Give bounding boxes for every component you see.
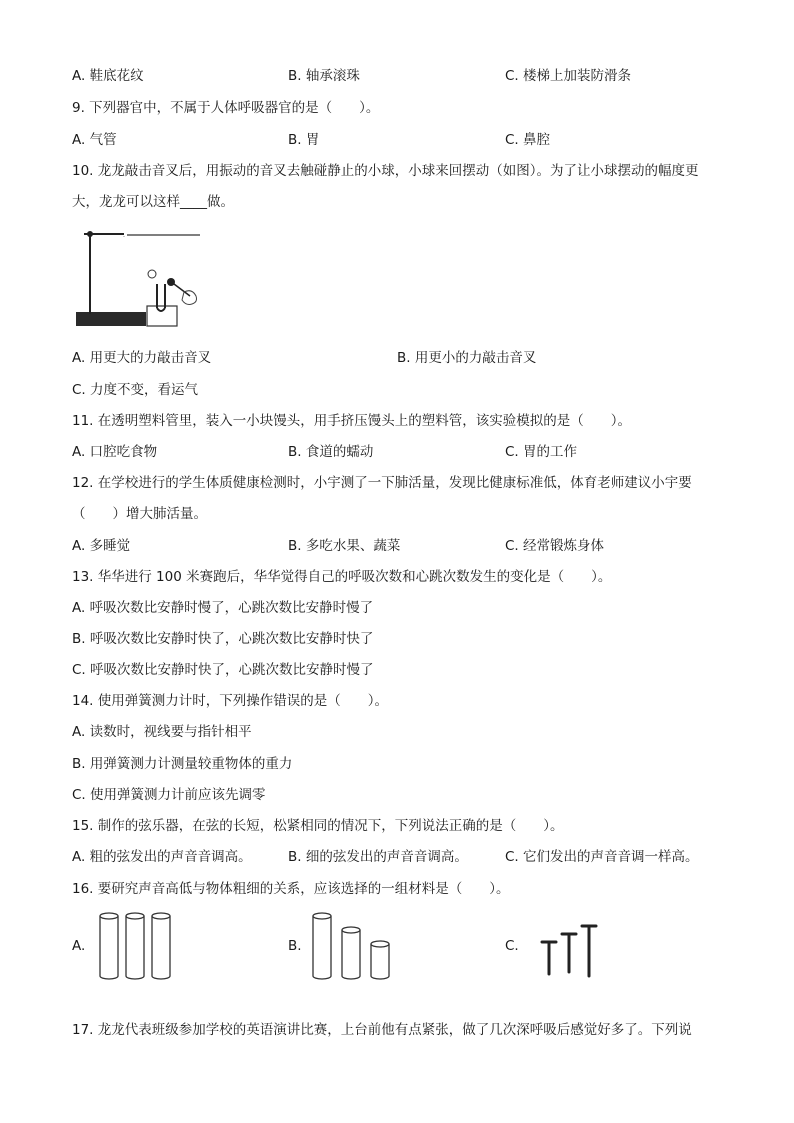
q13-stem: 13. 华华进行 100 米赛跑后，华华觉得自己的呼吸次数和心跳次数发生的变化是（ ）。	[72, 569, 612, 585]
q8-option-a: A. 鞋底花纹	[72, 68, 144, 84]
stand-base	[76, 312, 146, 326]
q12-option-b: B. 多吃水果、蔬菜	[288, 538, 401, 554]
q10-option-a: A. 用更大的力敲击音叉	[72, 350, 212, 366]
q9-stem: 9. 下列器官中，不属于人体呼吸器官的是（ ）。	[72, 100, 380, 116]
q10-option-c: C. 力度不变，看运气	[72, 382, 199, 398]
small-ball	[148, 270, 156, 278]
graduated-tubes-figure	[308, 908, 398, 984]
q13-option-c: C. 呼吸次数比安静时快了，心跳次数比安静时慢了	[72, 662, 374, 678]
q15-option-a: A. 粗的弦发出的声音音调高。	[72, 849, 252, 865]
q8-option-c: C. 楼梯上加装防滑条	[505, 68, 632, 84]
q15-option-c: C. 它们发出的声音音调一样高。	[505, 849, 699, 865]
q16-option-c: C.	[505, 938, 519, 954]
q11-option-b: B. 食道的蠕动	[288, 444, 374, 460]
q10-stem-line2: 大，龙龙可以这样____做。	[72, 194, 234, 210]
q13-option-a: A. 呼吸次数比安静时慢了，心跳次数比安静时慢了	[72, 600, 374, 616]
q13-option-b: B. 呼吸次数比安静时快了，心跳次数比安静时快了	[72, 631, 374, 647]
q16-option-b: B.	[288, 938, 302, 954]
q14-stem: 14. 使用弹簧测力计时，下列操作错误的是（ ）。	[72, 693, 389, 709]
q12-stem-line2: （ ）增大肺活量。	[72, 506, 207, 522]
q15-stem: 15. 制作的弦乐器，在弦的长短，松紧相同的情况下，下列说法正确的是（ ）。	[72, 818, 564, 834]
q10-option-b: B. 用更小的力敲击音叉	[397, 350, 537, 366]
q14-option-a: A. 读数时，视线要与指针相平	[72, 724, 252, 740]
q16-option-a: A.	[72, 938, 86, 954]
q11-stem: 11. 在透明塑料管里，装入一小块馒头，用手挤压馒头上的塑料管，该实验模拟的是（ ）。	[72, 413, 632, 429]
q11-option-c: C. 胃的工作	[505, 444, 578, 460]
q9-option-b: B. 胃	[288, 132, 320, 148]
q12-stem-line1: 12. 在学校进行的学生体质健康检测时，小宇测了一下肺活量，发现比健康标准低，体育老师建议小宇要	[72, 475, 692, 491]
q14-option-c: C. 使用弹簧测力计前应该先调零	[72, 787, 266, 803]
mallet-handle	[174, 284, 190, 296]
hand	[182, 291, 197, 305]
fork-box	[147, 306, 177, 326]
q16-stem: 16. 要研究声音高低与物体粗细的关系，应该选择的一组材料是（ ）。	[72, 881, 510, 897]
q14-option-b: B. 用弹簧测力计测量较重物体的重力	[72, 756, 293, 772]
q9-option-a: A. 气管	[72, 132, 117, 148]
q12-option-c: C. 经常锻炼身体	[505, 538, 605, 554]
q8-option-b: B. 轴承滚珠	[288, 68, 360, 84]
q15-option-b: B. 细的弦发出的声音音调高。	[288, 849, 468, 865]
nails-figure	[536, 920, 606, 980]
q9-option-c: C. 鼻腔	[505, 132, 551, 148]
q12-option-a: A. 多睡觉	[72, 538, 131, 554]
q17-stem: 17. 龙龙代表班级参加学校的英语演讲比赛，上台前他有点紧张，做了几次深呼吸后感觉好多了。下列说	[72, 1022, 692, 1038]
tuning-fork-pendulum-figure	[72, 224, 202, 334]
q11-option-a: A. 口腔吃食物	[72, 444, 158, 460]
mallet-head	[167, 278, 175, 286]
q10-stem-line1: 10. 龙龙敲击音叉后，用振动的音叉去触碰静止的小球，小球来回摆动（如图）。为了让小球摆动的幅度更	[72, 163, 699, 179]
equal-tubes-figure	[96, 908, 192, 984]
